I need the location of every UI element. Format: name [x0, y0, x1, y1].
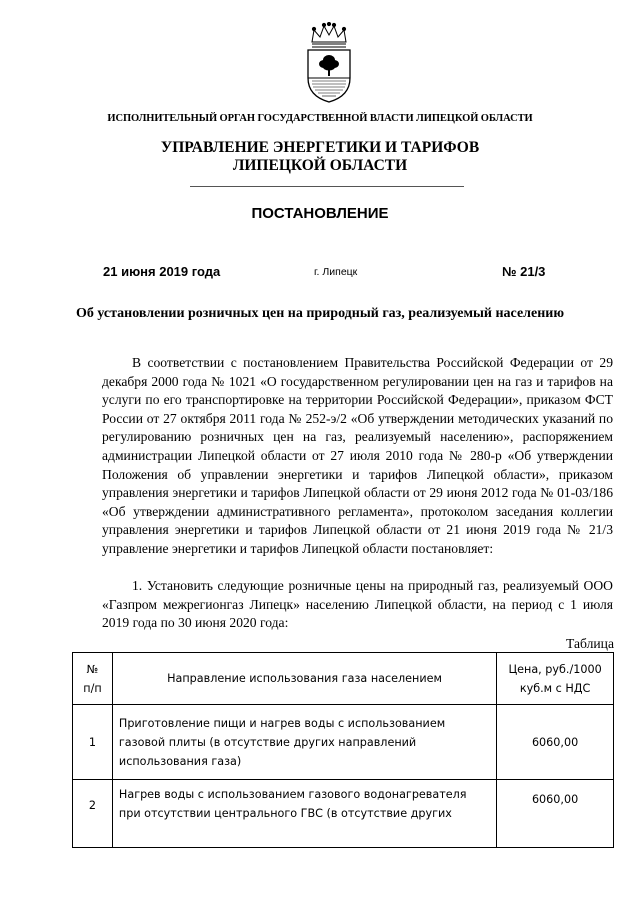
document-date: 21 июня 2019 года — [103, 264, 221, 279]
body-paragraph-2: 1. Установить следующие розничные цены на природный газ, реализуемый ООО «Газпром межрегионгаз Липецк» населению Липецкой области, на период с 1 июля 2019 года по 30 июня 2020 года: — [102, 578, 613, 631]
row-direction-line: газовой плиты (в отсутствие других направлений — [118, 735, 417, 749]
issuing-authority: ИСПОЛНИТЕЛЬНЫЙ ОРГАН ГОСУДАРСТВЕННОЙ ВЛАСТИ ЛИПЕЦКОЙ ОБЛАСТИ — [107, 113, 533, 124]
header-divider — [190, 186, 464, 187]
header-num-cell — [73, 653, 113, 705]
row-direction-line: Нагрев воды с использованием газового водонагревателя — [118, 788, 467, 801]
row-num-cell: 2 — [73, 780, 113, 848]
document-number: № 21/3 — [502, 264, 546, 279]
header-num-line1: № — [86, 662, 99, 676]
row-price-cell: 6060,00 — [497, 780, 614, 848]
row-num-cell: 1 — [73, 705, 113, 780]
department-name — [0, 139, 640, 175]
coat-of-arms-emblem — [300, 22, 358, 104]
table-header-row — [73, 653, 614, 705]
header-price-line1: Цена, руб./1000 — [508, 662, 602, 676]
document-subject: Об установлении розничных цен на природный газ, реализуемый населению — [75, 306, 565, 321]
body-paragraph-1: В соответствии с постановлением Правительства Российской Федерации от 29 декабря 2000 года № 1021 «О государственном регулировании цен на газ и тарифов на услуги по его транспортировке на территории Российской Федерации», приказом ФСТ России от 27 октября 2011 года № 252-э/2 «Об утверждении методических указаний по регулированию розничных цен на газ, реализуемый населению», распоряжением администрации Липецкой области от 27 июля 2010 года № 280-р «Об утверждении Положения об управлении энергетики и тарифов Липецкой области», приказом управления энергетики и тарифов Липецкой области от 29 июня 2012 года № 01-03/186 «Об утверждении административного регламента», протоколом заседания коллегии управления энергетики и тарифов Липецкой области от 21 июня 2019 года № 21/3 управление энергетики и тарифов Липецкой области постановляет: — [102, 355, 613, 556]
department-name-line2: ЛИПЕЦКОЙ ОБЛАСТИ — [232, 157, 408, 174]
document-city: г. Липецк — [314, 266, 358, 278]
row-direction-line: использования газа) — [118, 754, 242, 768]
department-name-line1: УПРАВЛЕНИЕ ЭНЕРГЕТИКИ И ТАРИФОВ — [160, 139, 480, 156]
table-row — [73, 705, 614, 780]
table-row — [73, 780, 614, 848]
table-caption: Таблица — [566, 636, 614, 651]
header-direction-cell: Направление использования газа населением — [112, 653, 496, 705]
header-price-line2: куб.м с НДС — [519, 681, 591, 695]
header-price-cell — [497, 653, 614, 705]
row-direction-line: Приготовление пищи и нагрев воды с использованием — [118, 716, 446, 730]
row-direction-cell — [112, 780, 496, 848]
row-direction-cell — [112, 705, 496, 780]
row-price-cell: 6060,00 — [497, 705, 614, 780]
header-num-line2: п/п — [83, 681, 102, 695]
price-table — [72, 652, 614, 848]
row-direction-line: при отсутствии центрального ГВС (в отсутствие других — [118, 807, 452, 820]
document-type: ПОСТАНОВЛЕНИЕ — [251, 205, 389, 222]
